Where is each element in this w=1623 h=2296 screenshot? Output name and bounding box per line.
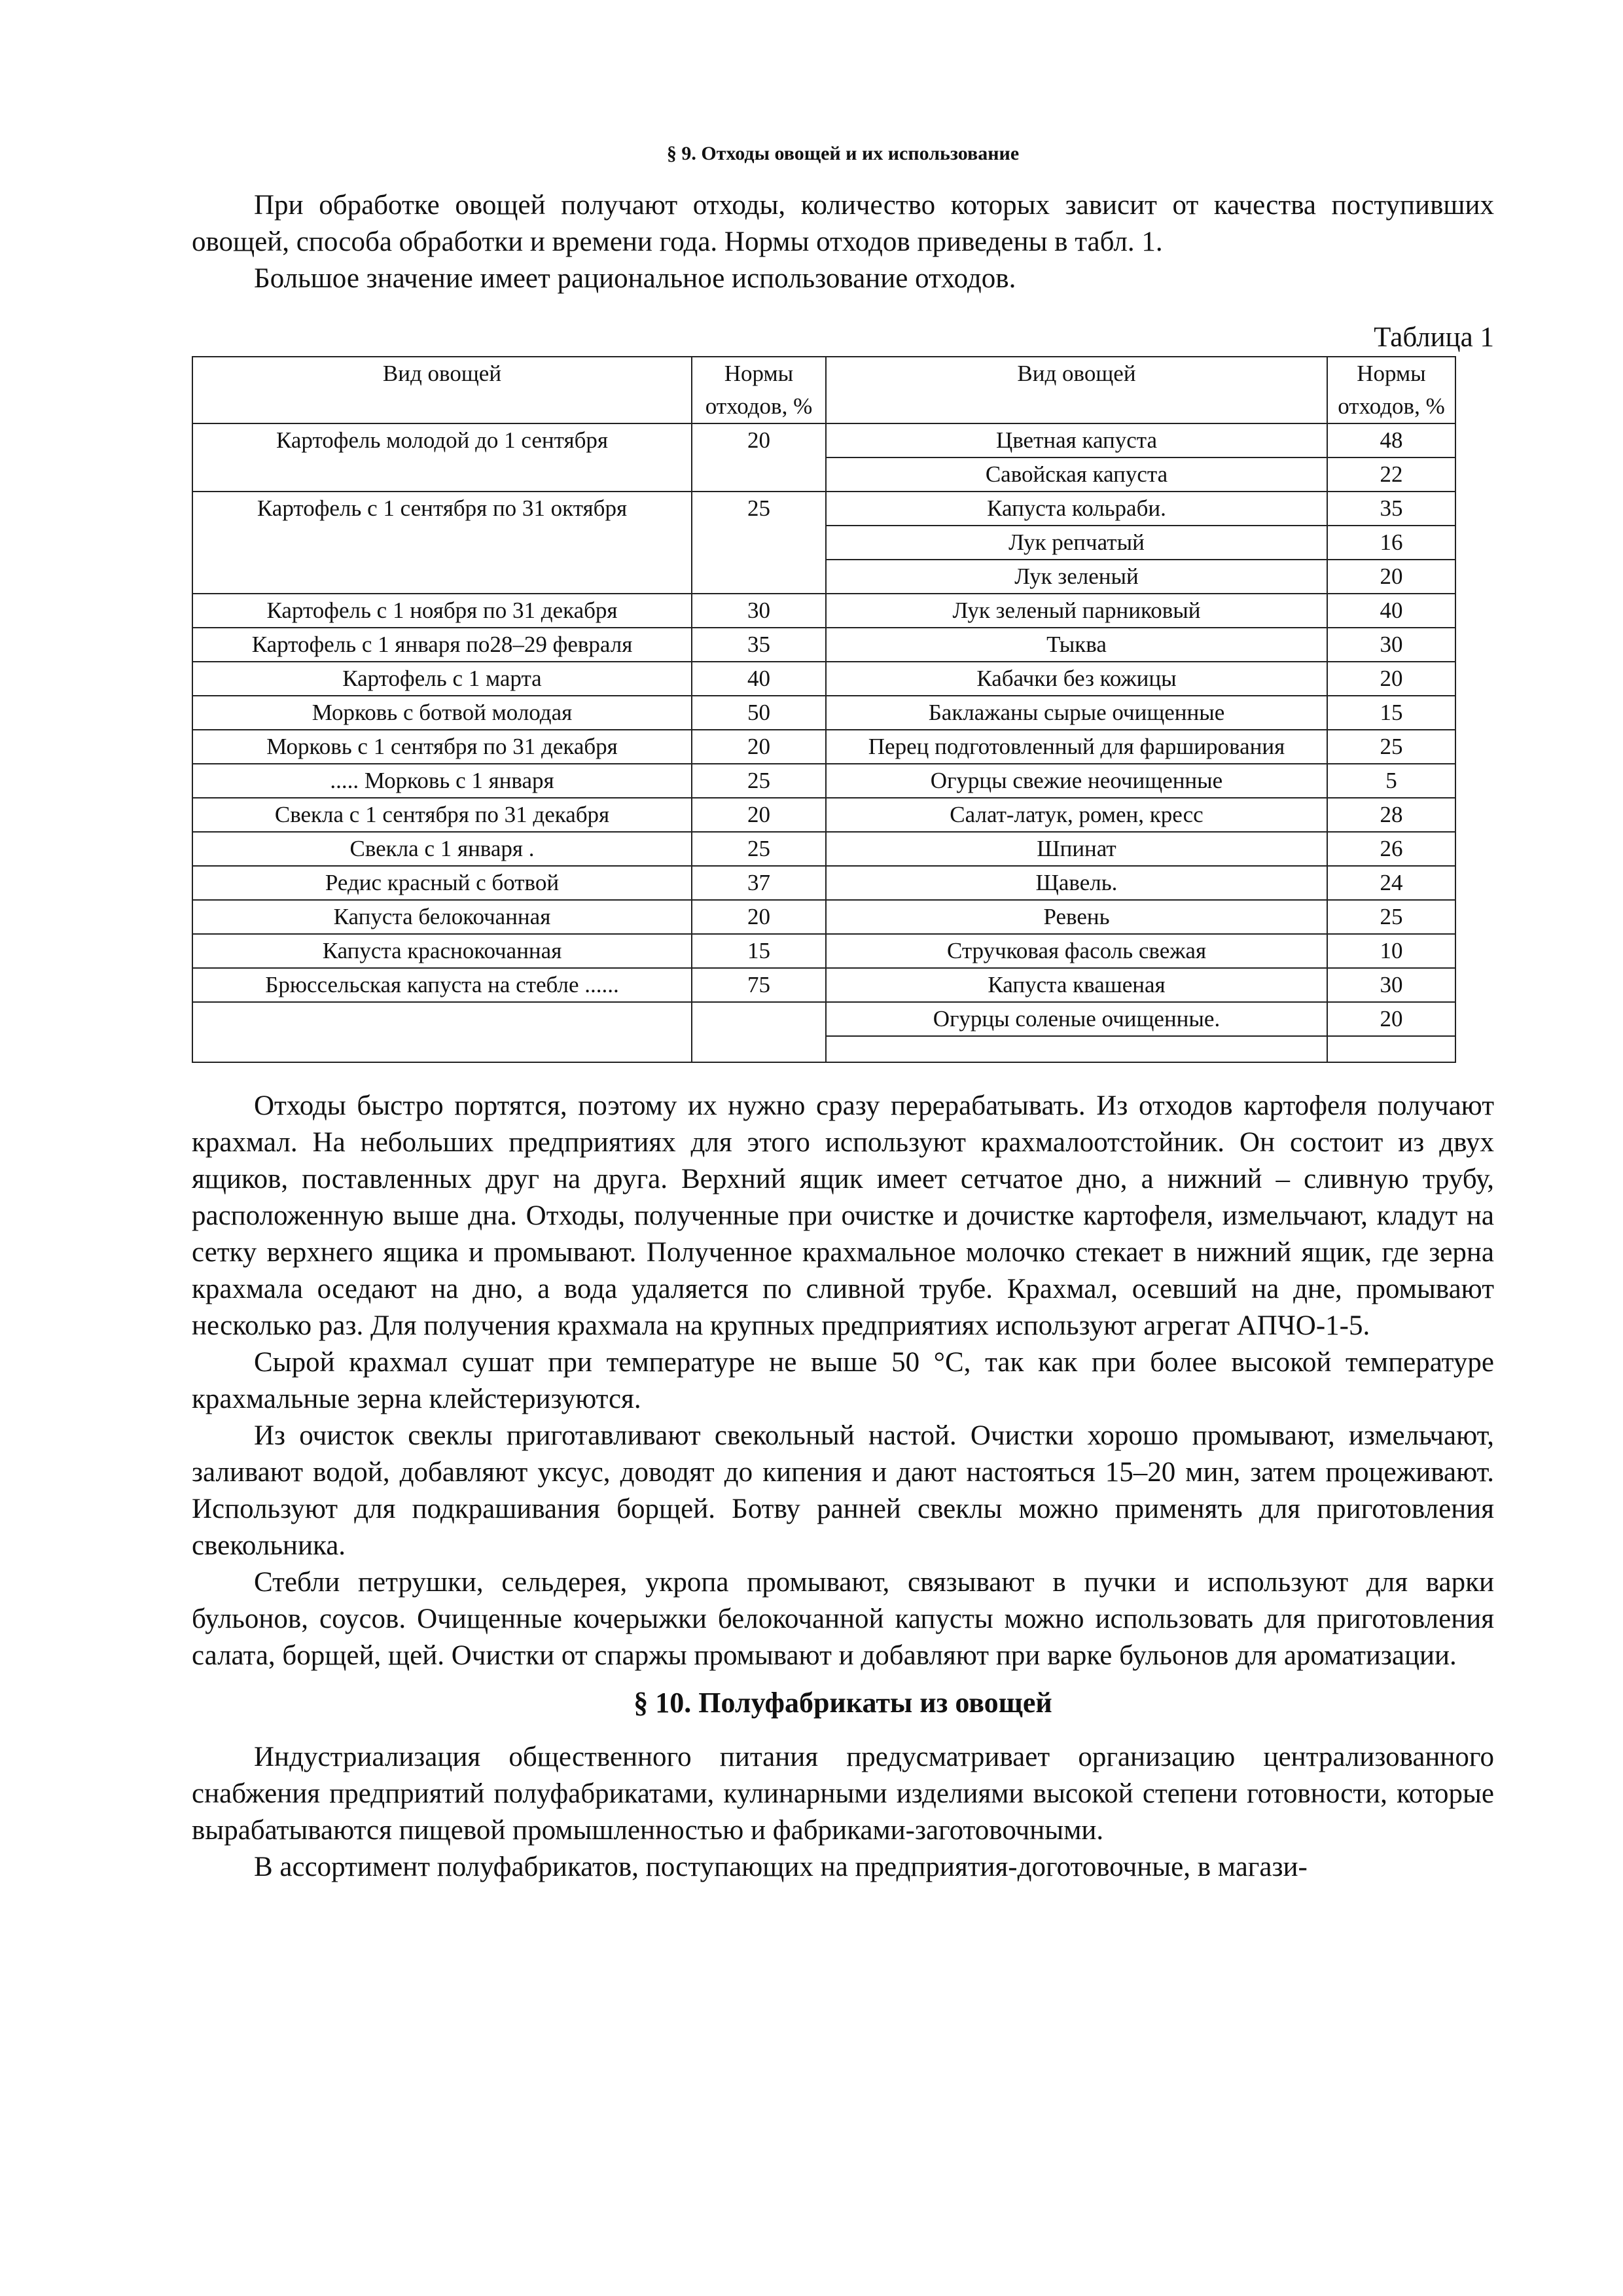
right-norm: 20: [1327, 560, 1455, 594]
right-norm: 35: [1327, 492, 1455, 526]
left-norm: 30: [692, 594, 826, 628]
table-row: [192, 798, 1455, 832]
left-vegetable: Морковь с ботвой молодая: [192, 696, 692, 730]
section10-paragraph-1: Индустриализация общественного питания предусматривает организацию централизованного снабжения предприятий полуфабрикатами, кулинарными изделиями высокой степени готовности, которые вырабатываются пищевой промышленностью и фабриками-заготовочными.: [192, 1742, 1494, 1846]
left-norm: 40: [692, 662, 826, 696]
right-norm: 24: [1327, 866, 1455, 900]
left-norm: 37: [692, 866, 826, 900]
right-vegetable: Огурцы свежие неочищенные: [826, 764, 1327, 798]
table-caption: Таблица 1: [1374, 322, 1494, 353]
right-norm: 25: [1327, 730, 1455, 764]
right-norm: 25: [1327, 900, 1455, 934]
right-vegetable: Салат-латук, ромен, кресс: [826, 798, 1327, 832]
section10-paragraph-2: В ассортимент полуфабрикатов, поступающих на предприятия-доготовочные, в магази-: [254, 1852, 1308, 1882]
left-norm: 20: [692, 900, 826, 934]
intro-paragraph-1: При обработке овощей получают отходы, количество которых зависит от качества поступивших овощей, способа обработки и времени года. Нормы отходов приведены в табл. 1.: [192, 190, 1494, 257]
left-norm: 25: [692, 764, 826, 798]
left-norm: 15: [692, 934, 826, 968]
left-vegetable: Редис красный с ботвой: [192, 866, 692, 900]
table-row: [192, 764, 1455, 798]
intro-paragraph-2: Большое значение имеет рациональное использование отходов.: [254, 263, 1016, 294]
body-paragraph-4: Стебли петрушки, сельдерея, укропа промывают, связывают в пучки и используют для варки бульонов, соусов. Очищенные кочерыжки белокочанной капусты можно использовать для приготовления салата, борщей, щей. Очистки от спаржы промывают и добавляют при варке бульонов для ароматизации.: [192, 1567, 1494, 1671]
header-norm-right: Нормы отходов, %: [1327, 357, 1455, 423]
left-vegetable: Капуста белокочанная: [192, 900, 692, 934]
right-empty-cell: [1327, 1036, 1455, 1062]
left-norm: 35: [692, 628, 826, 662]
table-row: [192, 730, 1455, 764]
left-vegetable: Картофель молодой до 1 сентября: [192, 423, 692, 492]
right-norm: 10: [1327, 934, 1455, 968]
left-empty-cell: [192, 1002, 692, 1062]
waste-norms-table: [192, 356, 1456, 1063]
table-row: [192, 1002, 1455, 1036]
left-vegetable: Брюссельская капуста на стебле ......: [192, 968, 692, 1002]
right-norm: 15: [1327, 696, 1455, 730]
left-vegetable: Капуста краснокочанная: [192, 934, 692, 968]
right-vegetable: Щавель.: [826, 866, 1327, 900]
right-vegetable: Тыква: [826, 628, 1327, 662]
right-vegetable: Стручковая фасоль свежая: [826, 934, 1327, 968]
right-vegetable: Огурцы соленые очищенные.: [826, 1002, 1327, 1036]
left-norm: 25: [692, 832, 826, 866]
right-norm: 5: [1327, 764, 1455, 798]
right-vegetable: Лук зеленый: [826, 560, 1327, 594]
right-norm: 20: [1327, 1002, 1455, 1036]
left-vegetable: Морковь с 1 сентября по 31 декабря: [192, 730, 692, 764]
header-norm-left: Нормы отходов, %: [692, 357, 826, 423]
left-vegetable: Свекла с 1 сентября по 31 декабря: [192, 798, 692, 832]
table-row: [192, 423, 1455, 457]
header-vegetable-right: Вид овощей: [826, 357, 1327, 423]
left-empty-cell: [692, 1002, 826, 1062]
left-norm: 75: [692, 968, 826, 1002]
left-vegetable: Картофель с 1 сентября по 31 октября: [192, 492, 692, 594]
left-norm: 50: [692, 696, 826, 730]
table-row: [192, 832, 1455, 866]
section10-title: § 10. Полуфабрикаты из овощей: [633, 1687, 1052, 1719]
right-vegetable: Ревень: [826, 900, 1327, 934]
left-norm: 25: [692, 492, 826, 594]
table-row: [192, 866, 1455, 900]
left-vegetable: Картофель с 1 ноября по 31 декабря: [192, 594, 692, 628]
header-vegetable-left: Вид овощей: [192, 357, 692, 423]
section9-title: § 9. Отходы овощей и их использование: [666, 143, 1020, 164]
right-vegetable: Лук репчатый: [826, 526, 1327, 560]
right-norm: 26: [1327, 832, 1455, 866]
right-vegetable: Кабачки без кожицы: [826, 662, 1327, 696]
right-norm: 30: [1327, 968, 1455, 1002]
table-row: [192, 594, 1455, 628]
left-vegetable: Картофель с 1 января по28–29 февраля: [192, 628, 692, 662]
right-norm: 16: [1327, 526, 1455, 560]
body-paragraph-2: Сырой крахмал сушат при температуре не выше 50 °С, так как при более высокой температуре крахмальные зерна клейстеризуются.: [192, 1347, 1494, 1414]
right-norm: 48: [1327, 423, 1455, 457]
left-norm: 20: [692, 798, 826, 832]
table-row: [192, 900, 1455, 934]
left-vegetable: ..... Морковь с 1 января: [192, 764, 692, 798]
right-vegetable: Савойская капуста: [826, 457, 1327, 492]
right-vegetable: Шпинат: [826, 832, 1327, 866]
right-vegetable: Лук зеленый парниковый: [826, 594, 1327, 628]
table-row: [192, 696, 1455, 730]
right-vegetable: Капуста кольраби.: [826, 492, 1327, 526]
right-norm: 28: [1327, 798, 1455, 832]
left-norm: 20: [692, 730, 826, 764]
table-header-row: [192, 357, 1455, 423]
right-vegetable: Баклажаны сырые очищенные: [826, 696, 1327, 730]
table-row: [192, 662, 1455, 696]
table-row: [192, 934, 1455, 968]
document-page: [192, 131, 1494, 1886]
left-vegetable: Свекла с 1 января .: [192, 832, 692, 866]
table-row: [192, 968, 1455, 1002]
left-norm: 20: [692, 423, 826, 492]
right-norm: 20: [1327, 662, 1455, 696]
left-vegetable: Картофель с 1 марта: [192, 662, 692, 696]
right-norm: 30: [1327, 628, 1455, 662]
right-norm: 22: [1327, 457, 1455, 492]
body-paragraph-3: Из очисток свеклы приготавливают свекольный настой. Очистки хорошо промывают, измельчают, заливают водой, добавляют уксус, доводят до кипения и дают настояться 15–20 мин, затем процеживают. Используют для подкрашивания борщей. Ботву ранней свеклы можно применять для приготовления свекольника.: [192, 1420, 1494, 1561]
right-vegetable: Перец подготовленный для фарширования: [826, 730, 1327, 764]
right-vegetable: Капуста квашеная: [826, 968, 1327, 1002]
right-vegetable: Цветная капуста: [826, 423, 1327, 457]
body-paragraph-1: Отходы быстро портятся, поэтому их нужно сразу перерабатывать. Из отходов картофеля получают крахмал. На небольших предприятиях для этого используют крахмалоотстойник. Он состоит из двух ящиков, поставленных друг на друга. Верхний ящик имеет сетчатое дно, а нижний – сливную трубу, расположенную выше дна. Отходы, полученные при очистке и дочистке картофеля, измельчают, кладут на сетку верхнего ящика и промывают. Полученное крахмальное молочко стекает в нижний ящик, где зерна крахмала оседают на дно, а вода удаляется по сливной трубе. Крахмал, осевший на дне, промывают несколько раз. Для получения крахмала на крупных предприятиях используют агрегат АПЧО-1-5.: [192, 1090, 1494, 1341]
right-empty-cell: [826, 1036, 1327, 1062]
table-row: [192, 492, 1455, 526]
right-norm: 40: [1327, 594, 1455, 628]
table-row: [192, 628, 1455, 662]
